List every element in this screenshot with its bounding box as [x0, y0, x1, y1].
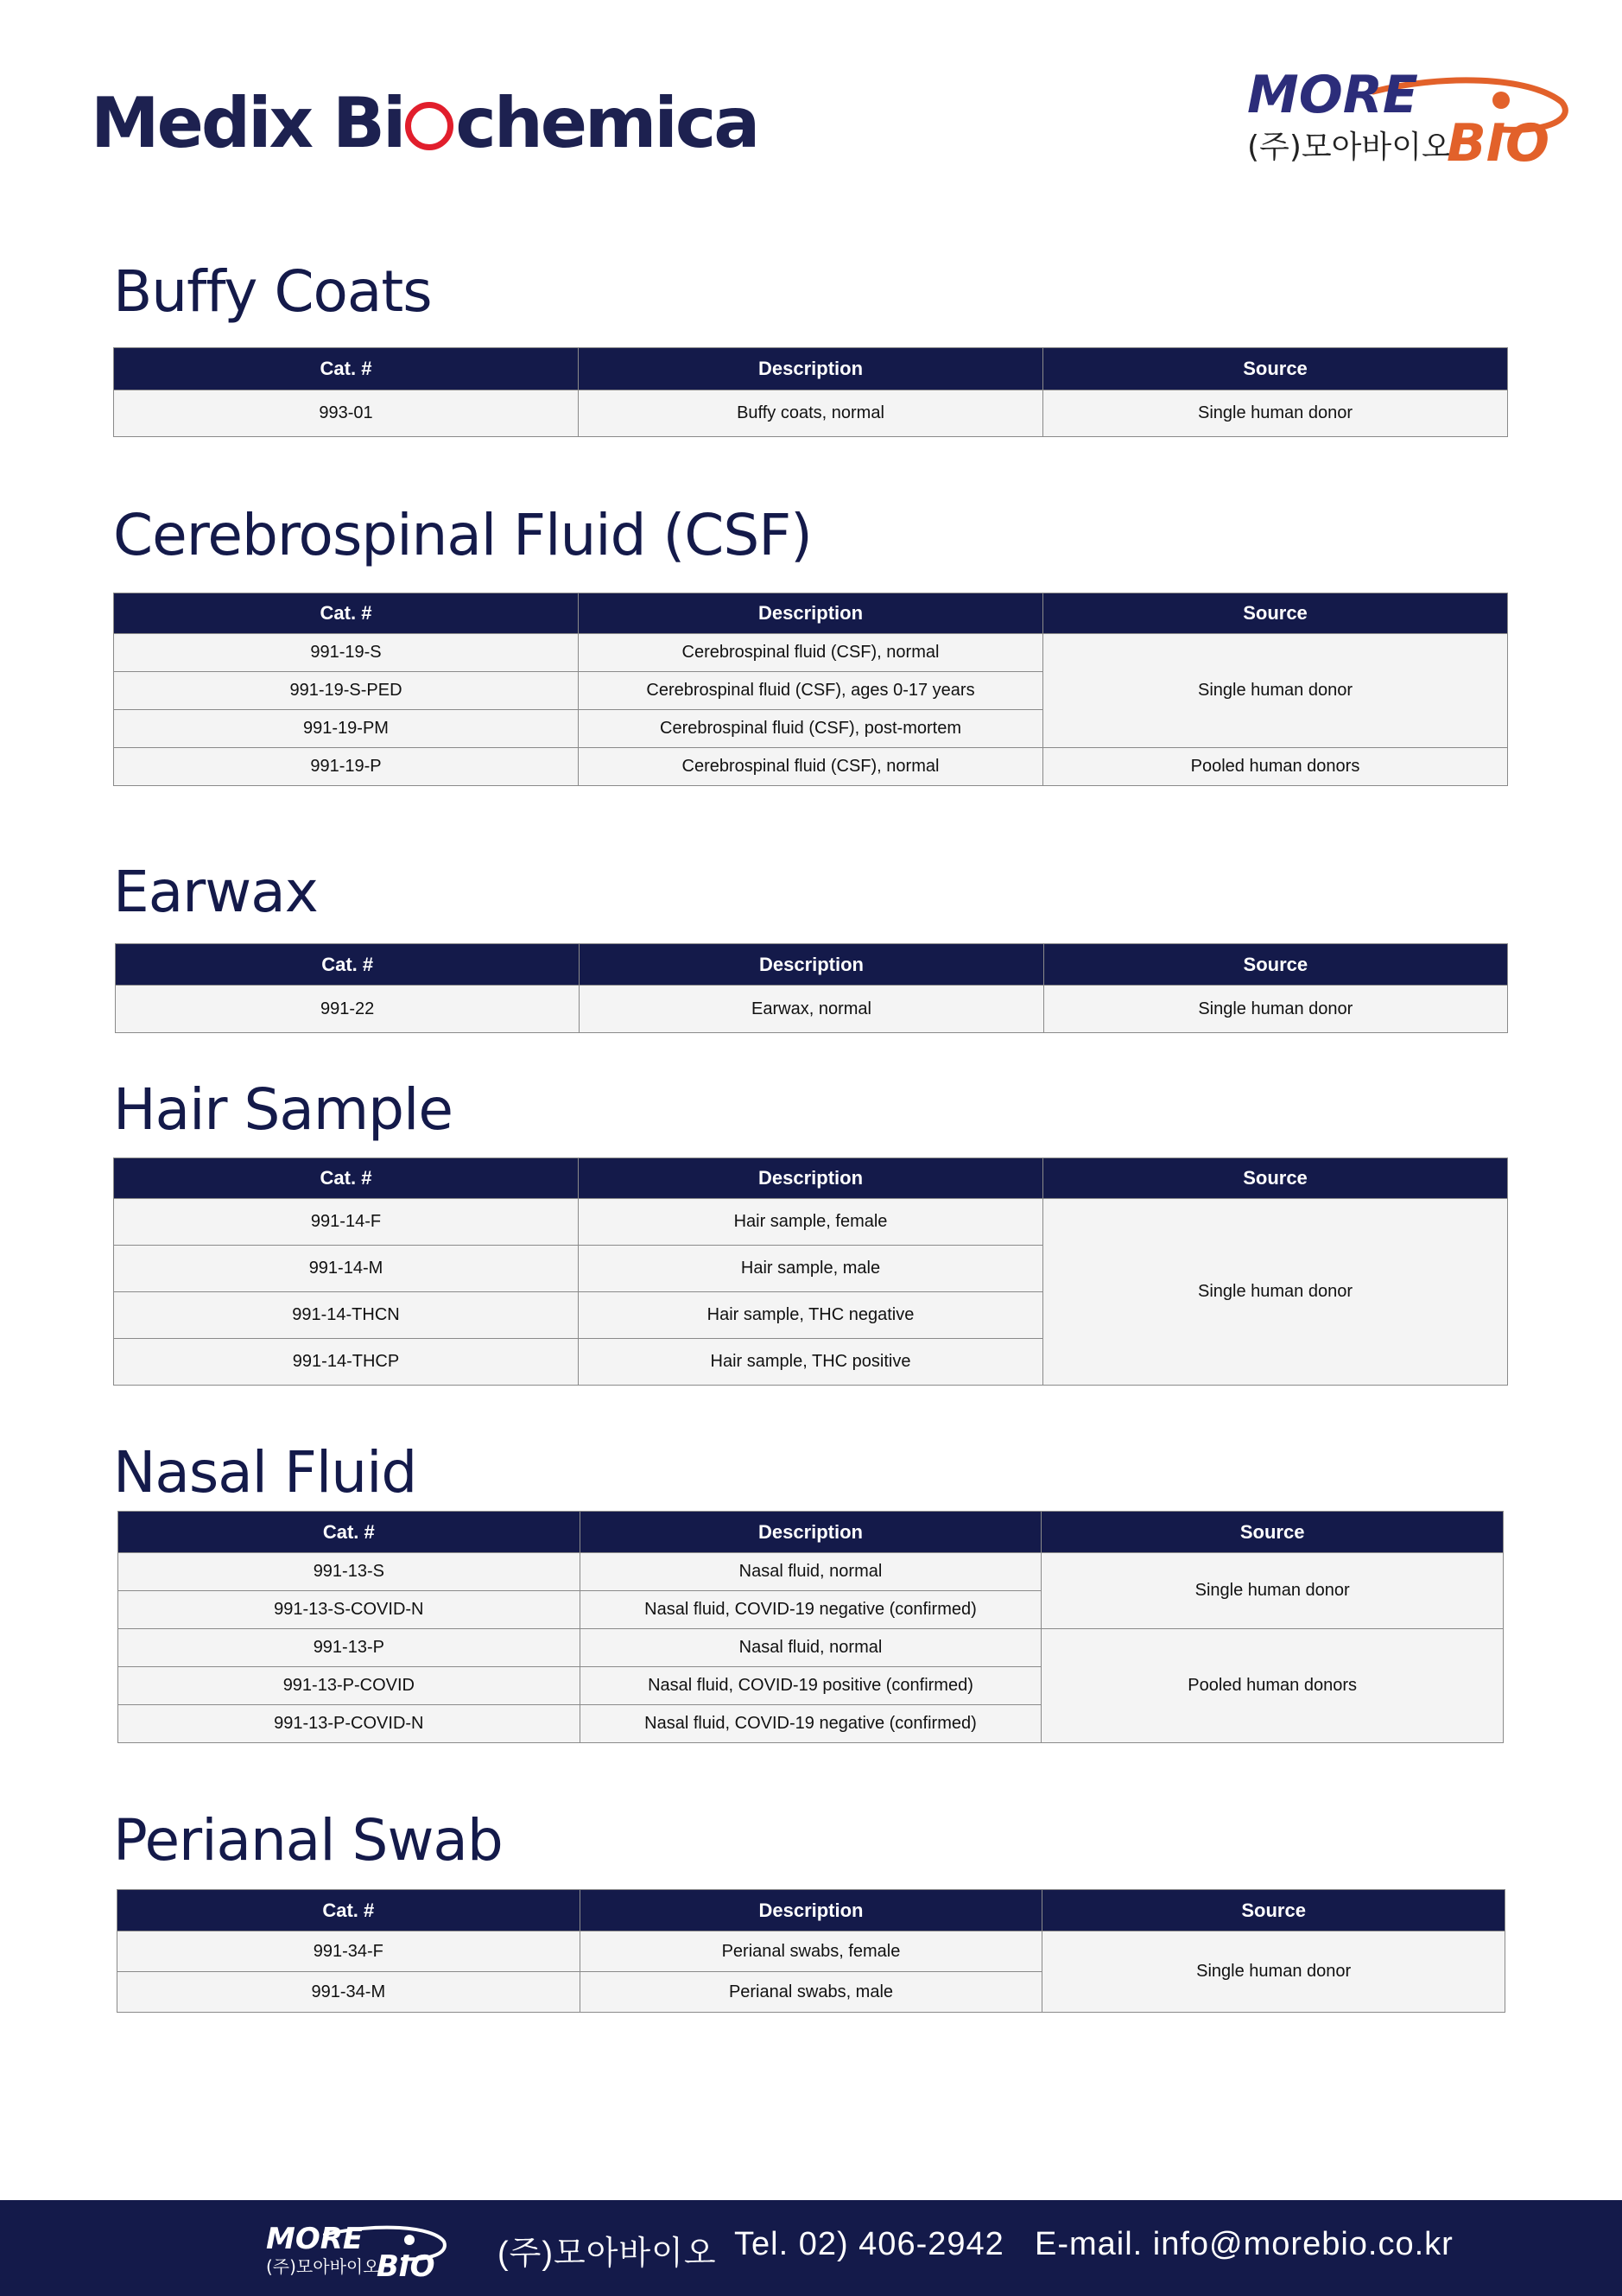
cat-cell: 991-14-THCP [114, 1339, 579, 1386]
col-source-header: Source [1042, 1512, 1504, 1553]
desc-cell: Cerebrospinal fluid (CSF), post-mortem [579, 710, 1043, 748]
logo-ring-icon [405, 102, 453, 150]
col-desc-header: Description [580, 1512, 1042, 1553]
table-row [118, 1553, 1504, 1591]
col-source-header: Source [1043, 593, 1508, 634]
logo-korean-text: (주)모아바이오 [1247, 130, 1452, 165]
footer-logo-dot-icon [404, 2235, 415, 2245]
desc-cell: Hair sample, THC positive [579, 1339, 1043, 1386]
table-header-row [114, 348, 1508, 390]
col-cat-header: Cat. # [114, 1158, 579, 1199]
desc-cell: Hair sample, male [579, 1246, 1043, 1292]
desc-cell: Nasal fluid, COVID-19 negative (confirmed) [580, 1705, 1042, 1743]
cat-cell: 991-13-S [118, 1553, 580, 1591]
table-row [116, 986, 1508, 1033]
medix-biochemica-logo [91, 83, 757, 163]
section-csf [113, 502, 1508, 776]
table-header-row [114, 593, 1508, 634]
cat-cell: 991-19-S-PED [114, 672, 579, 710]
col-cat-header: Cat. # [118, 1512, 580, 1553]
section-nasal-fluid [113, 1439, 1508, 1733]
desc-cell: Nasal fluid, normal [580, 1553, 1042, 1591]
col-desc-header: Description [579, 1158, 1043, 1199]
cat-cell: 993-01 [114, 390, 579, 437]
table-row [114, 748, 1508, 786]
table-row [114, 390, 1508, 437]
cat-cell: 991-14-F [114, 1199, 579, 1246]
table-header-row [116, 944, 1508, 986]
desc-cell: Nasal fluid, COVID-19 negative (confirmed) [580, 1591, 1042, 1629]
logo-text-part1: Medix Bi [91, 83, 404, 163]
col-cat-header: Cat. # [114, 593, 579, 634]
col-source-header: Source [1043, 1158, 1508, 1199]
desc-cell: Hair sample, female [579, 1199, 1043, 1246]
desc-cell: Perianal swabs, female [580, 1931, 1042, 1972]
desc-cell: Cerebrospinal fluid (CSF), normal [579, 748, 1043, 786]
source-cell: Single human donor [1042, 1931, 1505, 2013]
desc-cell: Nasal fluid, normal [580, 1629, 1042, 1667]
cat-cell: 991-34-F [117, 1931, 580, 1972]
col-cat-header: Cat. # [114, 348, 579, 390]
logo-dot-icon [1492, 92, 1510, 109]
footer-tel: Tel. 02) 406-2942 [734, 2226, 1004, 2262]
source-cell: Single human donor [1043, 390, 1508, 437]
footer-logo-more-text: MORE [266, 2222, 364, 2256]
desc-cell: Cerebrospinal fluid (CSF), ages 0-17 years [579, 672, 1043, 710]
footer-morebio-logo [264, 2219, 449, 2280]
footer-company: (주)모아바이오 [497, 2236, 717, 2272]
footer-logo-korean-text: (주)모아바이오 [266, 2256, 380, 2277]
footer-email[interactable]: E-mail. info@morebio.co.kr [1035, 2226, 1454, 2262]
section-title: Cerebrospinal Fluid (CSF) [113, 502, 812, 568]
perianal-swab-table [117, 1889, 1505, 2013]
footer-bar [0, 2200, 1622, 2296]
cat-cell: 991-14-M [114, 1246, 579, 1292]
source-cell: Pooled human donors [1042, 1629, 1504, 1743]
source-cell: Single human donor [1043, 634, 1508, 748]
table-header-row [118, 1512, 1504, 1553]
col-source-header: Source [1042, 1890, 1505, 1931]
cat-cell: 991-13-P-COVID-N [118, 1705, 580, 1743]
col-desc-header: Description [580, 1890, 1042, 1931]
table-header-row [114, 1158, 1508, 1199]
csf-table [113, 593, 1508, 786]
cat-cell: 991-34-M [117, 1972, 580, 2013]
section-earwax [113, 859, 1508, 1018]
table-row [114, 634, 1508, 672]
logo-text-part2: chemica [455, 83, 758, 163]
cat-cell: 991-19-PM [114, 710, 579, 748]
table-row [114, 1199, 1508, 1246]
col-source-header: Source [1043, 348, 1508, 390]
desc-cell: Buffy coats, normal [579, 390, 1043, 437]
logo-more-text: MORE [1247, 67, 1418, 125]
section-buffy-coats [113, 258, 1508, 422]
section-title: Earwax [113, 859, 318, 925]
morebio-logo [1244, 67, 1572, 171]
cat-cell: 991-22 [116, 986, 580, 1033]
cat-cell: 991-13-S-COVID-N [118, 1591, 580, 1629]
cat-cell: 991-13-P-COVID [118, 1667, 580, 1705]
table-header-row [117, 1890, 1505, 1931]
col-source-header: Source [1043, 944, 1507, 986]
footer-logo-bio-text: BIO [377, 2249, 435, 2280]
nasal-fluid-table [117, 1511, 1504, 1743]
earwax-table [115, 943, 1508, 1033]
cat-cell: 991-13-P [118, 1629, 580, 1667]
section-perianal-swab [113, 1807, 1508, 2001]
col-desc-header: Description [580, 944, 1043, 986]
logo-bio-text: BIO [1447, 113, 1550, 171]
table-row [118, 1629, 1504, 1667]
desc-cell: Cerebrospinal fluid (CSF), normal [579, 634, 1043, 672]
section-title: Buffy Coats [113, 258, 432, 325]
col-desc-header: Description [579, 593, 1043, 634]
buffy-coats-table [113, 347, 1508, 437]
section-hair-sample [113, 1076, 1508, 1371]
desc-cell: Earwax, normal [580, 986, 1043, 1033]
cat-cell: 991-19-S [114, 634, 579, 672]
desc-cell: Hair sample, THC negative [579, 1292, 1043, 1339]
source-cell: Single human donor [1043, 1199, 1508, 1386]
source-cell: Pooled human donors [1043, 748, 1508, 786]
desc-cell: Nasal fluid, COVID-19 positive (confirmed) [580, 1667, 1042, 1705]
col-cat-header: Cat. # [116, 944, 580, 986]
section-title: Nasal Fluid [113, 1439, 417, 1506]
source-cell: Single human donor [1042, 1553, 1504, 1629]
col-desc-header: Description [579, 348, 1043, 390]
col-cat-header: Cat. # [117, 1890, 580, 1931]
hair-sample-table [113, 1158, 1508, 1386]
cat-cell: 991-14-THCN [114, 1292, 579, 1339]
section-title: Perianal Swab [113, 1807, 503, 1874]
cat-cell: 991-19-P [114, 748, 579, 786]
source-cell: Single human donor [1043, 986, 1507, 1033]
desc-cell: Perianal swabs, male [580, 1972, 1042, 2013]
section-title: Hair Sample [113, 1076, 453, 1143]
table-row [117, 1931, 1505, 1972]
